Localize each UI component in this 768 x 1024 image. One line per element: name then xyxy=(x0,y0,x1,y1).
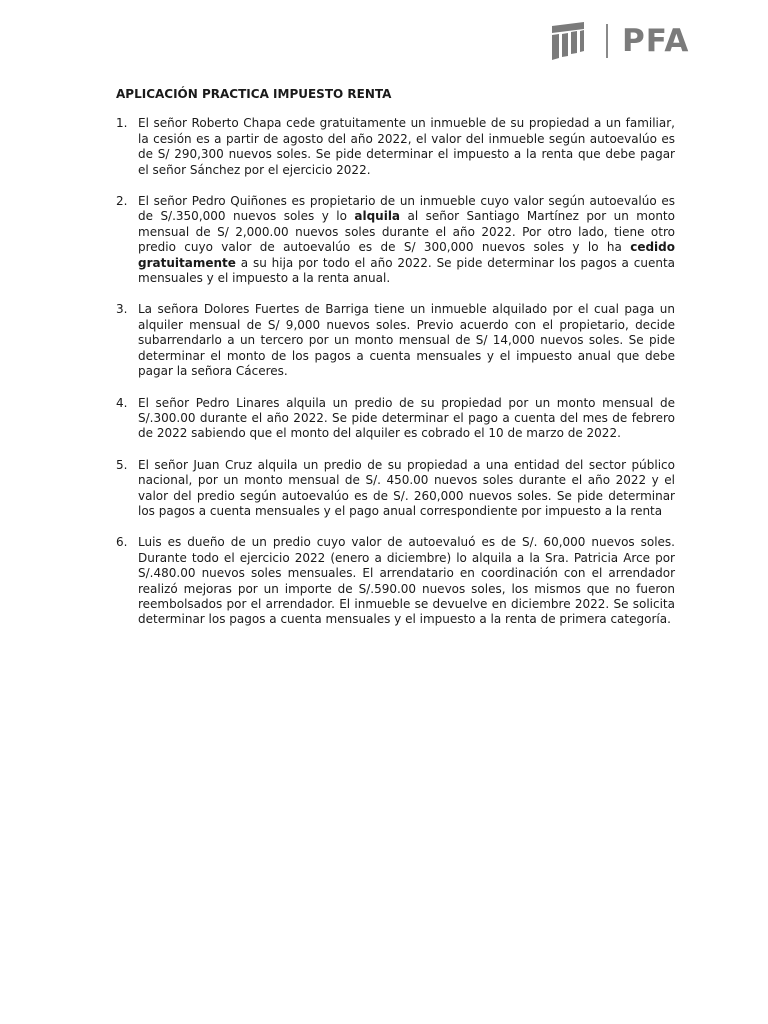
problem-item xyxy=(116,458,675,520)
document-title: APLICACIÓN PRACTICA IMPUESTO RENTA xyxy=(116,87,392,101)
problem-text-segment: La señora Dolores Fuertes de Barriga tiene un inmueble alquilado por el cual paga un alquiler mensual de S/ 9,000 nuevos soles. Previo acuerdo con el propietario, decide subarrendarlo a un tercero por un monto mensual de S/ 14,000 nuevos soles. Se pide determinar el monto de los pagos a cuenta mensuales y el impuesto anual que debe pagar la señora Cáceres. xyxy=(138,302,675,379)
problem-text xyxy=(138,396,675,441)
problem-text xyxy=(138,302,675,378)
logo-text: PFA xyxy=(622,22,690,59)
pfa-shield-logo-icon xyxy=(550,22,586,60)
problem-text xyxy=(138,535,675,626)
problem-text-segment: al señor Santiago Martínez por un monto mensual de S/ 2,000.00 nuevos soles durante el año 2022. Por otro lado, tiene otro predio cuyo valor de autoevalúo es de S/ 300,000 nuevos soles y lo ha xyxy=(138,209,675,255)
problem-text-segment: El señor Pedro Linares alquila un predio de su propiedad por un monto mensual de S/.300.00 durante el año 2022. Se pide determinar el pago a cuenta del mes de febrero de 2022 sabiendo que el monto del alquiler es cobrado el 10 de marzo de 2022. xyxy=(138,395,675,441)
problem-text xyxy=(138,458,675,518)
document-body xyxy=(116,87,675,644)
problem-text-segment: Luis es dueño de un predio cuyo valor de autoevaluó es de S/. 60,000 nuevos soles. Durante todo el ejercicio 2022 (enero a diciembre) lo alquila a la Sra. Patricia Arce por S/.480.00 nuevos soles mensuales. El arrendatario en coordinación con el arrendador realizó mejoras por un importe de S/.590.00 nuevos soles, los mismos que no fueron reembolsados por el arrendador. El inmueble se devuelve en diciembre 2022. Se solicita determinar los pagos a cuenta mensuales y el impuesto a la renta de primera categoría. xyxy=(138,535,675,627)
problem-text-emphasis: cedido gratuitamente xyxy=(138,240,675,270)
problem-number: 6. xyxy=(116,535,128,550)
problem-text-emphasis: alquila xyxy=(354,209,401,224)
problem-number: 1. xyxy=(116,116,128,131)
header-logo xyxy=(550,22,689,60)
problem-item xyxy=(116,194,675,286)
problem-text-segment: El señor Roberto Chapa cede gratuitamente un inmueble de su propiedad a un familiar, la cesión es a partir de agosto del año 2022, el valor del inmueble según autoevalúo es de S/ 290,300 nuevos soles. Se pide determinar el impuesto a la renta que debe pagar el señor Sánchez por el ejercicio 2022. xyxy=(138,116,675,177)
problem-text-segment: El señor Pedro Quiñones es propietario de un inmueble cuyo valor según autoevalúo es de S/.350,000 nuevos soles y lo xyxy=(138,194,675,224)
problem-text-segment: El señor Juan Cruz alquila un predio de su propiedad a una entidad del sector público nacional, por un monto mensual de S/. 450.00 nuevos soles durante el año 2022 y el valor del predio según autoevalúo es de S/. 260,000 nuevos soles. Se pide determinar los pagos a cuenta mensuales y el pago anual correspondiente por impuesto a la renta xyxy=(138,457,675,518)
problem-text-segment: a su hija por todo el año 2022. Se pide determinar los pagos a cuenta mensuales y el impuesto a la renta anual. xyxy=(138,255,675,286)
problem-number: 5. xyxy=(116,457,128,472)
logo-divider xyxy=(606,24,608,58)
problem-item xyxy=(116,396,675,442)
problem-number: 2. xyxy=(116,194,128,209)
problem-item xyxy=(116,535,675,627)
problem-list xyxy=(116,116,675,627)
problem-number: 3. xyxy=(116,302,128,317)
problem-text xyxy=(138,116,675,176)
problem-text xyxy=(138,194,675,285)
problem-item xyxy=(116,116,675,178)
problem-item xyxy=(116,302,675,379)
problem-number: 4. xyxy=(116,395,128,410)
